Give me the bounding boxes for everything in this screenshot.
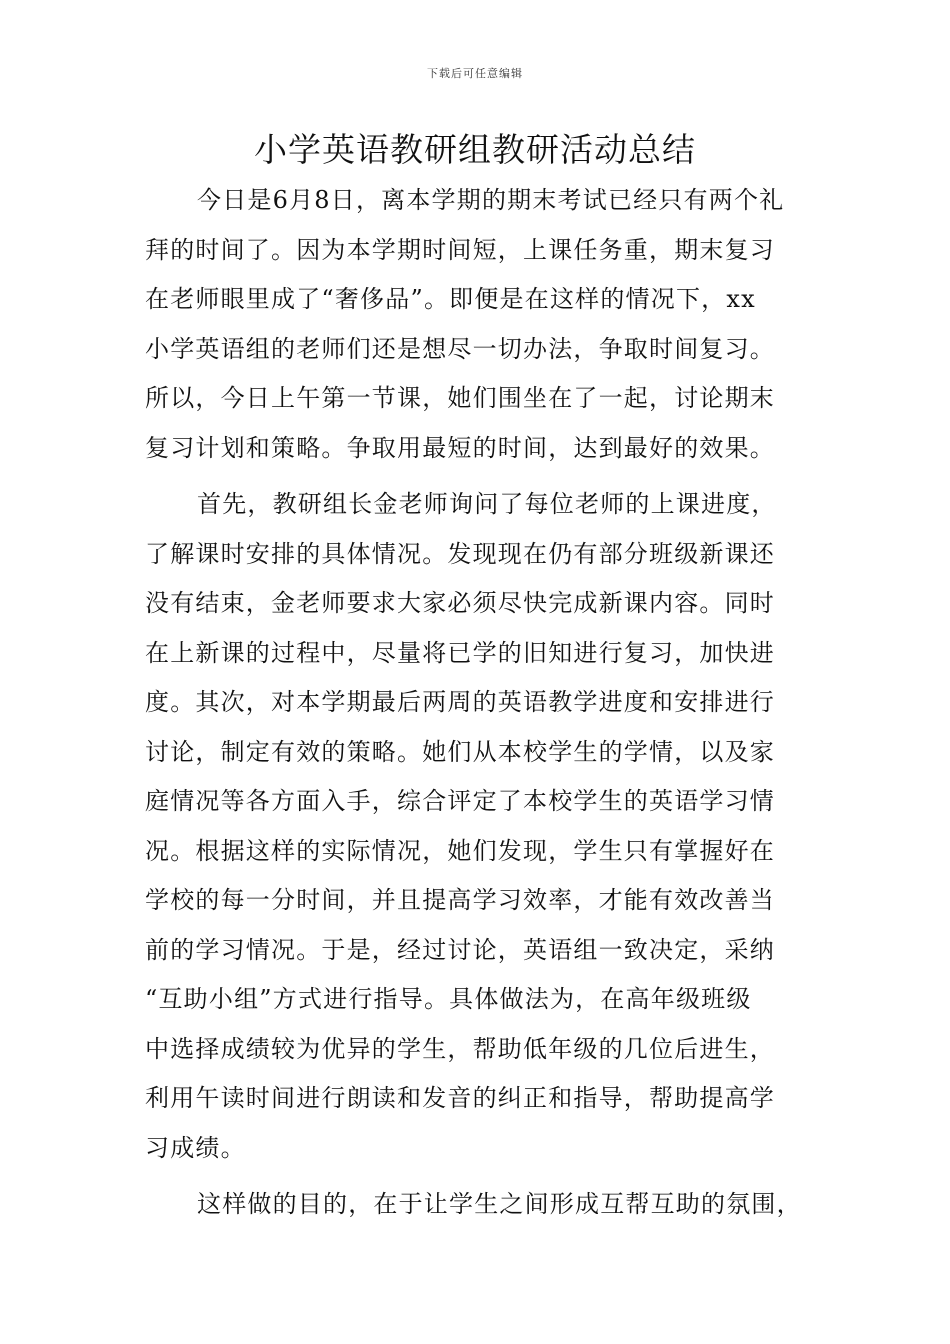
paragraph-line: 首先，教研组长金老师询问了每位老师的上课进度， [197, 490, 777, 518]
paragraph-line: 利用午读时间进行朗读和发音的纠正和指导，帮助提高学 [145, 1084, 775, 1112]
paragraph-line: 了解课时安排的具体情况。发现现在仍有部分班级新课还 [145, 539, 775, 568]
paragraph-line: 习成绩。 [145, 1133, 246, 1162]
paragraph-line: 学校的每一分时间，并且提高学习效率，才能有效改善当 [145, 886, 775, 914]
header-note: 下载后可任意编辑 [427, 67, 523, 80]
paragraph-line: 小学英语组的老师们还是想尽一切办法，争取时间复习。 [145, 334, 775, 363]
document-title: 小学英语教研组教研活动总结 [254, 130, 696, 169]
paragraph-line: 这样做的目的，在于让学生之间形成互帮互助的氛围， [197, 1190, 802, 1218]
paragraph-line: 中选择成绩较为优异的学生，帮助低年级的几位后进生， [145, 1034, 775, 1063]
paragraph-line: 度。其次，对本学期最后两周的英语教学进度和安排进行 [145, 688, 775, 716]
paragraph-line: 庭情况等各方面入手，综合评定了本校学生的英语学习情 [145, 787, 775, 815]
paragraph-line: 在上新课的过程中，尽量将已学的旧知进行复习，加快进 [145, 638, 775, 667]
paragraph-line: 没有结束，金老师要求大家必须尽快完成新课内容。同时 [145, 589, 775, 617]
paragraph-line: 今日是6月8日，离本学期的期末考试已经只有两个礼 [197, 186, 785, 214]
paragraph-line: 复习计划和策略。争取用最短的时间，达到最好的效果。 [145, 433, 775, 462]
paragraph-line: 拜的时间了。因为本学期时间短，上课任务重，期末复习 [145, 235, 775, 264]
document-body [145, 176, 845, 1230]
paragraph-line: 讨论，制定有效的策略。她们从本校学生的学情，以及家 [145, 737, 775, 766]
paragraph-line: “互助小组”方式进行指导。具体做法为，在高年级班级 [145, 985, 752, 1013]
paragraph-line: 所以，今日上午第一节课，她们围坐在了一起，讨论期末 [145, 384, 775, 412]
paragraph-gap [145, 1173, 845, 1180]
paragraph-line: 前的学习情况。于是，经过讨论，英语组一致决定，采纳 [145, 935, 775, 964]
paragraph-gap [145, 473, 845, 480]
paragraph-line: 况。根据这样的实际情况，她们发现，学生只有掌握好在 [145, 836, 775, 865]
paragraph-line: 在老师眼里成了“奢侈品”。即便是在这样的情况下，xx [145, 285, 756, 313]
